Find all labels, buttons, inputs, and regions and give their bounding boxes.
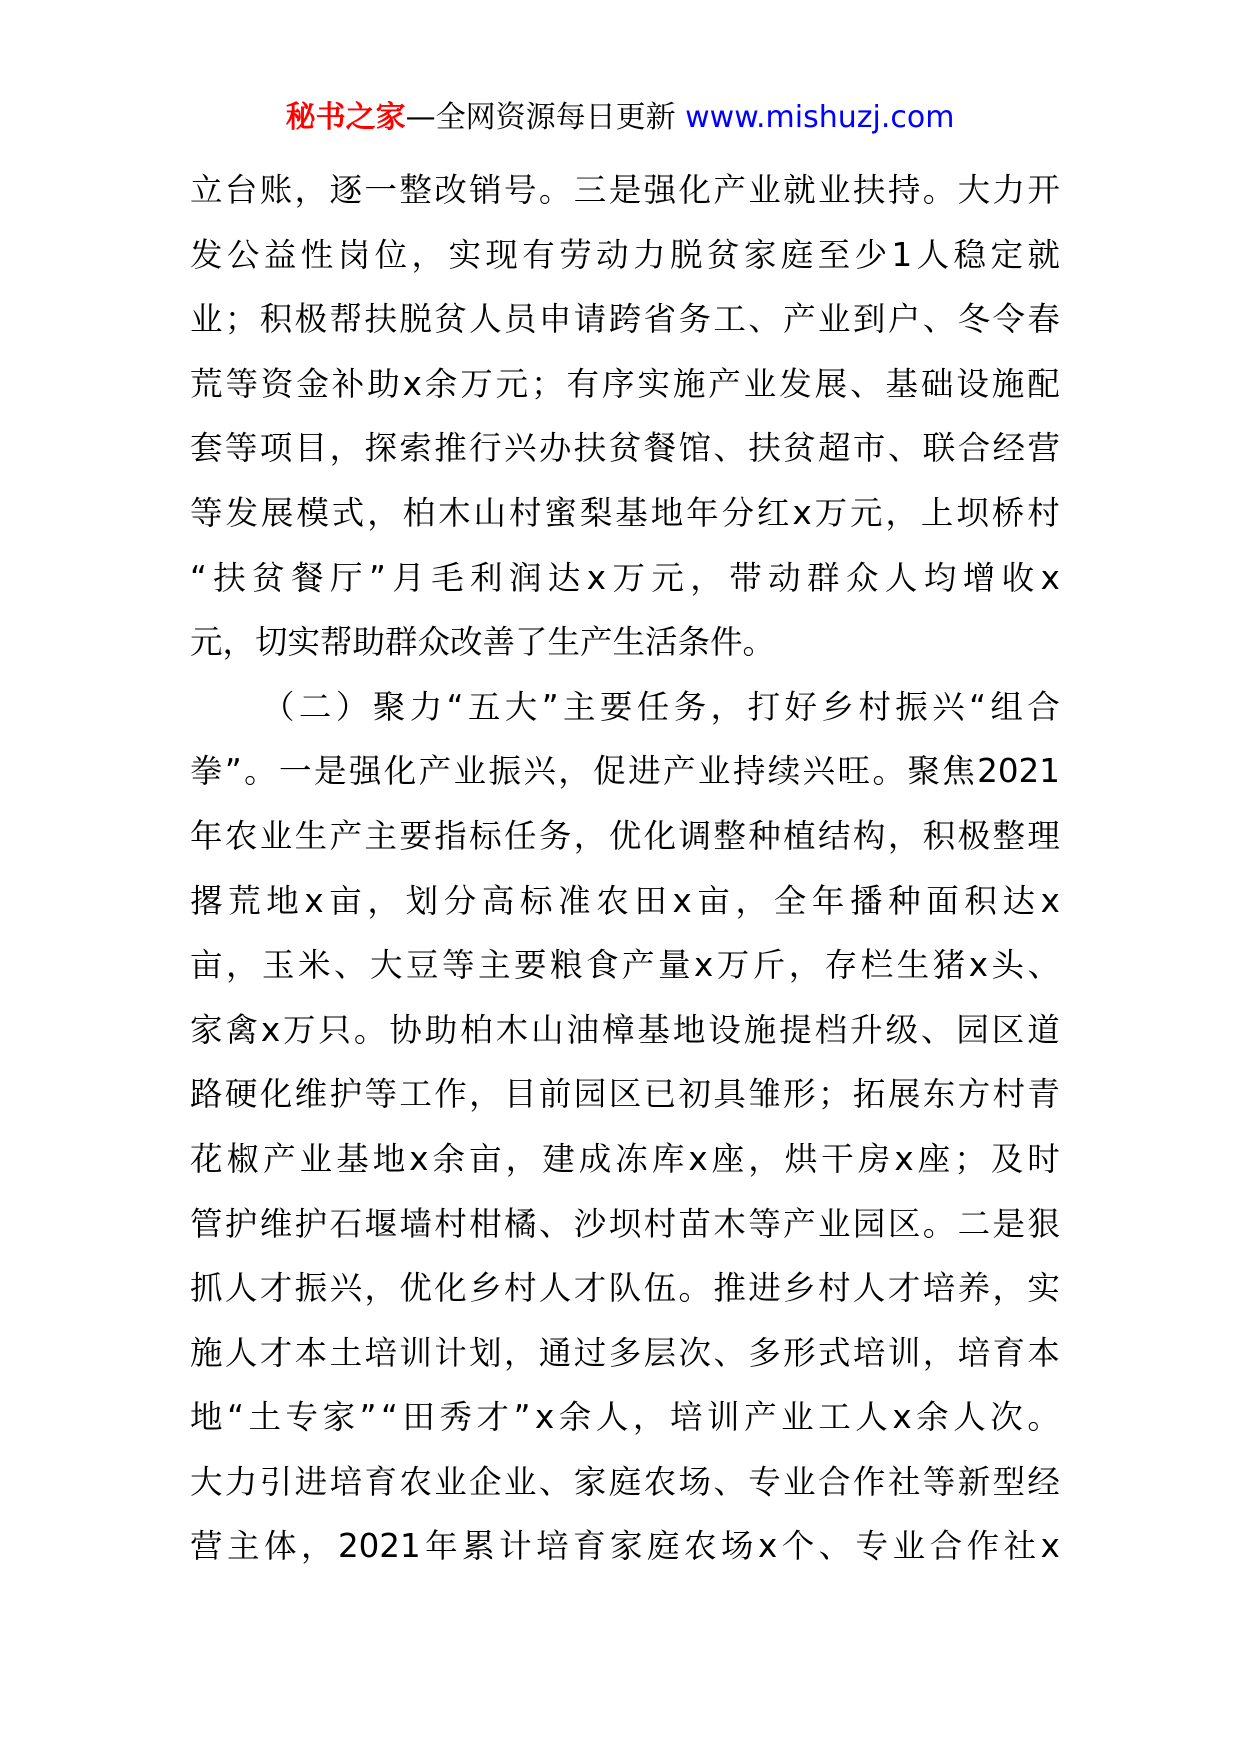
text-line: 路 硬 化 维 护 等 工 作 ， 目 前 园 区 已 初 具 雏 形 ； 拓 展 东 方 村 青 xyxy=(190,1075,1060,1114)
text-line: “ 扶 贫 餐 厅 ” 月 毛 利 润 达 x 万 元 ， 带 动 群 众 人 均 增 收 x xyxy=(190,558,1060,597)
text-line: 地 “ 土 专 家 ” “ 田 秀 才 ” x 余 人 ， 培 训 产 业 工 人 x 余 人 次 。 xyxy=(190,1398,1060,1437)
text-line: 立 台 账 ， 逐 一 整 改 销 号 。 三 是 强 化 产 业 就 业 扶 持 。 大 力 开 xyxy=(190,171,1060,209)
text-line: 套 等 项 目 ， 探 索 推 行 兴 办 扶 贫 餐 馆 、 扶 贫 超 市 、 联 合 经 营 xyxy=(190,429,1060,468)
text-line: 施 人 才 本 土 培 训 计 划 ， 通 过 多 层 次 、 多 形 式 培 训 ， 培 育 本 xyxy=(190,1333,1060,1372)
text-line: 拳 ” 。 一 是 强 化 产 业 振 兴 ， 促 进 产 业 持 续 兴 旺 。 聚 焦 2021 xyxy=(190,752,1060,791)
text-line: 抓 人 才 振 兴 ， 优 化 乡 村 人 才 队 伍 。 推 进 乡 村 人 才 培 养 ， 实 xyxy=(190,1269,1060,1308)
text-line: 业 ； 积 极 帮 扶 脱 贫 人 员 申 请 跨 省 务 工 、 产 业 到 户 、 冬 令 春 xyxy=(190,300,1060,339)
text-line: 管 护 维 护 石 堰 墙 村 柑 橘 、 沙 坝 村 苗 木 等 产 业 园 区 。 二 是 狠 xyxy=(190,1204,1060,1243)
text-line: 家 禽 x 万 只 。 协 助 柏 木 山 油 樟 基 地 设 施 提 档 升 级 、 园 区 道 xyxy=(190,1010,1060,1049)
site-header xyxy=(0,98,1240,138)
text-line: 撂 荒 地 x 亩 ， 划 分 高 标 准 农 田 x 亩 ， 全 年 播 种 面 积 达 x xyxy=(190,881,1060,920)
text-line: （ 二 ） 聚 力 “ 五 大 ” 主 要 任 务 ， 打 好 乡 村 振 兴 “ 组 合 xyxy=(262,687,1060,726)
text-line: 元，切实帮助群众改善了生产生活条件。 xyxy=(190,623,776,662)
text-line: 发 公 益 性 岗 位 ， 实 现 有 劳 动 力 脱 贫 家 庭 至 少 1 人 稳 定 就 xyxy=(190,235,1060,274)
text-line: 荒 等 资 金 补 助 x 余 万 元 ； 有 序 实 施 产 业 发 展 、 基 础 设 施 配 xyxy=(190,364,1060,403)
site-name: 秘书之家 xyxy=(285,100,406,135)
text-line: 年 农 业 生 产 主 要 指 标 任 务 ， 优 化 调 整 种 植 结 构 ， 积 极 整 理 xyxy=(190,816,1060,855)
text-line: 花 椒 产 业 基 地 x 余 亩 ， 建 成 冻 库 x 座 ， 烘 干 房 x 座 ； 及 时 xyxy=(190,1139,1060,1178)
site-url[interactable]: www.mishuzj.com xyxy=(685,100,955,135)
text-line: 大 力 引 进 培 育 农 业 企 业 、 家 庭 农 场 、 专 业 合 作 社 等 新 型 经 xyxy=(190,1462,1060,1501)
site-tagline: —全网资源每日更新 xyxy=(405,100,686,135)
document-body xyxy=(190,158,1060,1579)
text-line: 营 主 体 ， 2021 年 累 计 培 育 家 庭 农 场 x 个 、 专 业 合 作 社 x xyxy=(190,1527,1060,1566)
text-line: 亩 ， 玉 米 、 大 豆 等 主 要 粮 食 产 量 x 万 斤 ， 存 栏 生 猪 x 头 、 xyxy=(190,946,1060,985)
text-line: 等 发 展 模 式 ， 柏 木 山 村 蜜 梨 基 地 年 分 红 x 万 元 ， 上 坝 桥 村 xyxy=(190,493,1060,532)
